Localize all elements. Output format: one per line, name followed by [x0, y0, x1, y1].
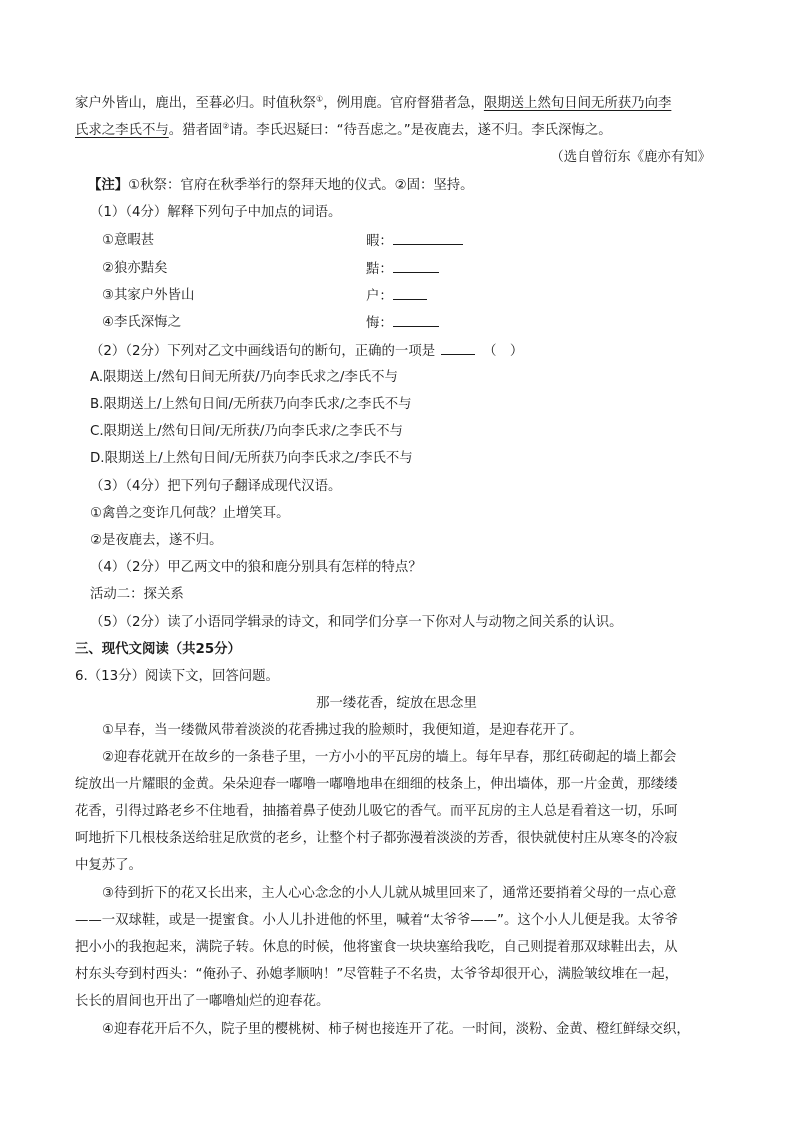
q1-item-sentence: ①意暇甚	[102, 233, 155, 248]
answer-blank[interactable]	[393, 287, 427, 300]
article-paragraph-1: ①早春，当一缕微风带着淡淡的花香拂过我的脸颊时，我便知道，是迎春花开了。	[102, 723, 583, 738]
q1-item-sentence: ②狼亦黠矣	[102, 261, 168, 276]
question-4-stem: （4）（2分）甲乙两文中的狼和鹿分别具有怎样的特点？	[90, 560, 422, 575]
passage-line-2	[75, 122, 612, 140]
q1-item-answer: 户：	[366, 287, 427, 306]
answer-blank[interactable]	[393, 260, 439, 273]
question-3-stem: （3）（4分）把下列句子翻译成现代汉语。	[90, 479, 342, 494]
option-a: A.限期送上/然旬日间无所获/乃向李氏求之/李氏不与	[90, 370, 398, 385]
footnote-marker: ②	[222, 121, 230, 131]
source-citation: （选自曾衍东《鹿亦有知》	[550, 150, 711, 165]
underlined-sentence: 氏求之李氏不与	[75, 123, 169, 138]
answer-paren: （ ）	[483, 344, 524, 359]
article-paragraph-2-line: 中复苏了。	[75, 858, 142, 873]
q1-item-answer: 悔：	[366, 314, 439, 333]
article-paragraph-4: ④迎春花开后不久，院子里的樱桃树、柿子树也接连开了花。一时间，淡粉、金黄、橙红鲜绿交织，	[102, 1022, 690, 1037]
passage-line-1	[75, 95, 671, 113]
option-b: B.限期送上/上然旬日间/无所获乃向李氏求/之李氏不与	[90, 397, 412, 412]
article-paragraph-2-line: 花香，引得过路老乡不住地看，抽搐着鼻子使劲儿吸它的香气。而平瓦房的主人总是看着这一切，乐呵	[75, 804, 678, 819]
q1-item-sentence: ④李氏深悔之	[102, 315, 181, 330]
passage-text: 家户外皆山，鹿出，至暮必归。时值秋祭	[75, 96, 317, 111]
article-paragraph-2-line: 绽放出一片耀眼的金黄。朵朵迎春一嘟噜一嘟噜地串在细细的枝条上，伸出墙体，那一片金黄，那缕缕	[75, 777, 678, 792]
answer-blank[interactable]	[441, 342, 475, 355]
option-d: D.限期送上/上然旬日间/无所获乃向李氏求之/李氏不与	[90, 451, 413, 466]
q1-item-sentence: ③其家户外皆山	[102, 288, 195, 303]
answer-blank[interactable]	[393, 232, 463, 245]
q1-item-answer: 黠：	[366, 260, 439, 279]
question-2-stem: （2）（2分）下列对乙文中画线语句的断句，正确的一项是 （ ）	[90, 344, 524, 359]
note-label: 【注】	[88, 178, 129, 193]
article-paragraph-3-line: 村东头夸到村西头：“俺孙子、孙媳孝顺呐！”尽管鞋子不名贵，太爷爷却很开心，满脸皱纹堆在一起，	[75, 967, 679, 982]
question-1-stem: （1）（4分）解释下列句子中加点的词语。	[90, 205, 342, 220]
article-paragraph-3-line: ——一双球鞋，或是一提蜜食。小人儿扑进他的怀里，喊着“太爷爷——”。这个小人儿便是我。太爷爷	[75, 913, 679, 928]
article-paragraph-2-line: 呵地折下几根枝条送给驻足欣赏的老乡，让整个村子都弥漫着淡淡的芳香，很快就使村庄从寒冬的冷寂	[75, 831, 678, 846]
question-6-stem: 6.（13分）阅读下文，回答问题。	[75, 669, 279, 684]
q1-item-answer: 暇：	[366, 232, 463, 251]
option-c: C.限期送上/然旬日间/无所获/乃向李氏求/之李氏不与	[90, 424, 403, 439]
footnote-marker: ①	[316, 94, 324, 104]
article-paragraph-2-line: ②迎春花就开在故乡的一条巷子里，一方小小的平瓦房的墙上。每年早春，那红砖砌起的墙上都会	[102, 750, 677, 765]
section-heading: 三、现代文阅读（共25分）	[75, 642, 241, 657]
passage-text: ，例用鹿。官府督猎者急，	[323, 96, 484, 111]
passage-text: 请。李氏迟疑曰：“待吾虑之。”是夜鹿去，遂不归。李氏深悔之。	[229, 123, 612, 138]
activity-heading: 活动二：探关系	[90, 587, 184, 602]
passage-text: 。猎者固	[168, 123, 223, 138]
annotation-note	[88, 177, 474, 195]
article-paragraph-3-line: 把小小的我抱起来，满院子转。休息的时候，他将蜜食一块块塞给我吃，自己则提着那双球鞋出去，从	[75, 940, 678, 955]
article-title: 那一缕花香，绽放在思念里	[316, 696, 477, 711]
underlined-sentence: 限期送上然旬日间无所获乃向李	[483, 96, 672, 111]
answer-blank[interactable]	[393, 314, 439, 327]
question-5-stem: （5）（2分）读了小语同学辑录的诗文，和同学们分享一下你对人与动物之间关系的认识。	[90, 615, 623, 630]
q3-sentence-2: ②是夜鹿去，遂不归。	[90, 533, 223, 548]
note-text: ①秋祭：官府在秋季举行的祭拜天地的仪式。②固：坚持。	[128, 178, 474, 193]
article-paragraph-3-line: 长长的眉间也开出了一嘟噜灿烂的迎春花。	[75, 994, 330, 1009]
q3-sentence-1: ①禽兽之变诈几何哉？止增笑耳。	[90, 506, 290, 521]
article-paragraph-3-line: ③待到折下的花又长出来，主人心心念念的小人儿就从城里回来了，通常还要捎着父母的一点心意	[102, 886, 677, 901]
